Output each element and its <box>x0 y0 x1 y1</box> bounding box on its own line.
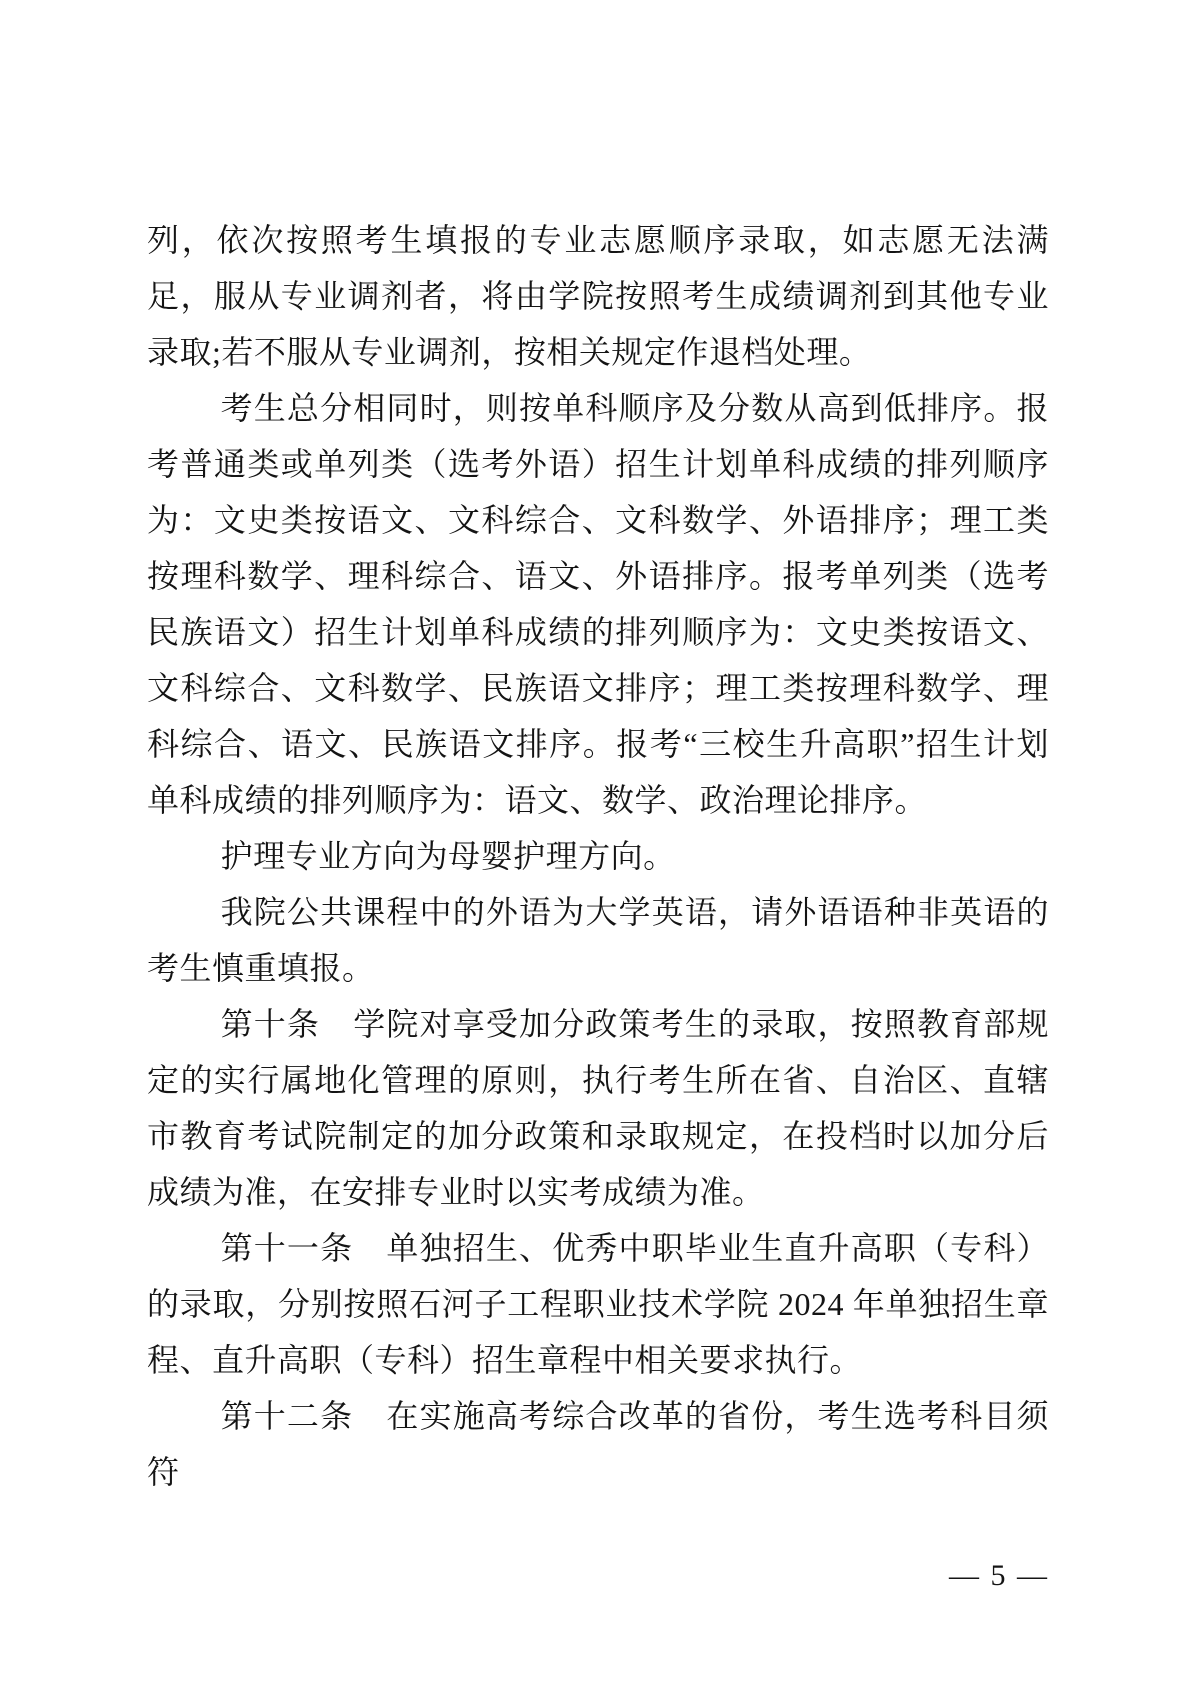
paragraph-score-ordering: 考生总分相同时，则按单科顺序及分数从高到低排序。报考普通类或单列类（选考外语）招生计划单科成绩的排列顺序为：文史类按语文、文科综合、文科数学、外语排序；理工类按理科数学、理科综合、语文、外语排序。报考单列类（选考民族语文）招生计划单科成绩的排列顺序为：文史类按语文、文科综合、文科数学、民族语文排序；理工类按理科数学、理科综合、语文、民族语文排序。报考“三校生升高职”招生计划单科成绩的排列顺序为：语文、数学、政治理论排序。 <box>147 390 1049 818</box>
document-body <box>147 212 1049 1500</box>
paragraph-continuation: 列，依次按照考生填报的专业志愿顺序录取，如志愿无法满足，服从专业调剂者，将由学院按照考生成绩调剂到其他专业录取;若不服从专业调剂，按相关规定作退档处理。 <box>147 222 1049 370</box>
paragraph-article-12: 第十二条 在实施高考综合改革的省份，考生选考科目须符 <box>147 1398 1049 1490</box>
paragraph-foreign-language-note: 我院公共课程中的外语为大学英语，请外语语种非英语的考生慎重填报。 <box>147 894 1049 986</box>
paragraph-article-11: 第十一条 单独招生、优秀中职毕业生直升高职（专科）的录取，分别按照石河子工程职业技术学院 2024 年单独招生章程、直升高职（专科）招生章程中相关要求执行。 <box>147 1230 1049 1378</box>
paragraph-article-10: 第十条 学院对享受加分政策考生的录取，按照教育部规定的实行属地化管理的原则，执行考生所在省、自治区、直辖市教育考试院制定的加分政策和录取规定，在投档时以加分后成绩为准，在安排专业时以实考成绩为准。 <box>147 1006 1049 1210</box>
paragraph-nursing-direction: 护理专业方向为母婴护理方向。 <box>220 838 676 874</box>
page-number: — 5 — <box>949 1559 1049 1592</box>
